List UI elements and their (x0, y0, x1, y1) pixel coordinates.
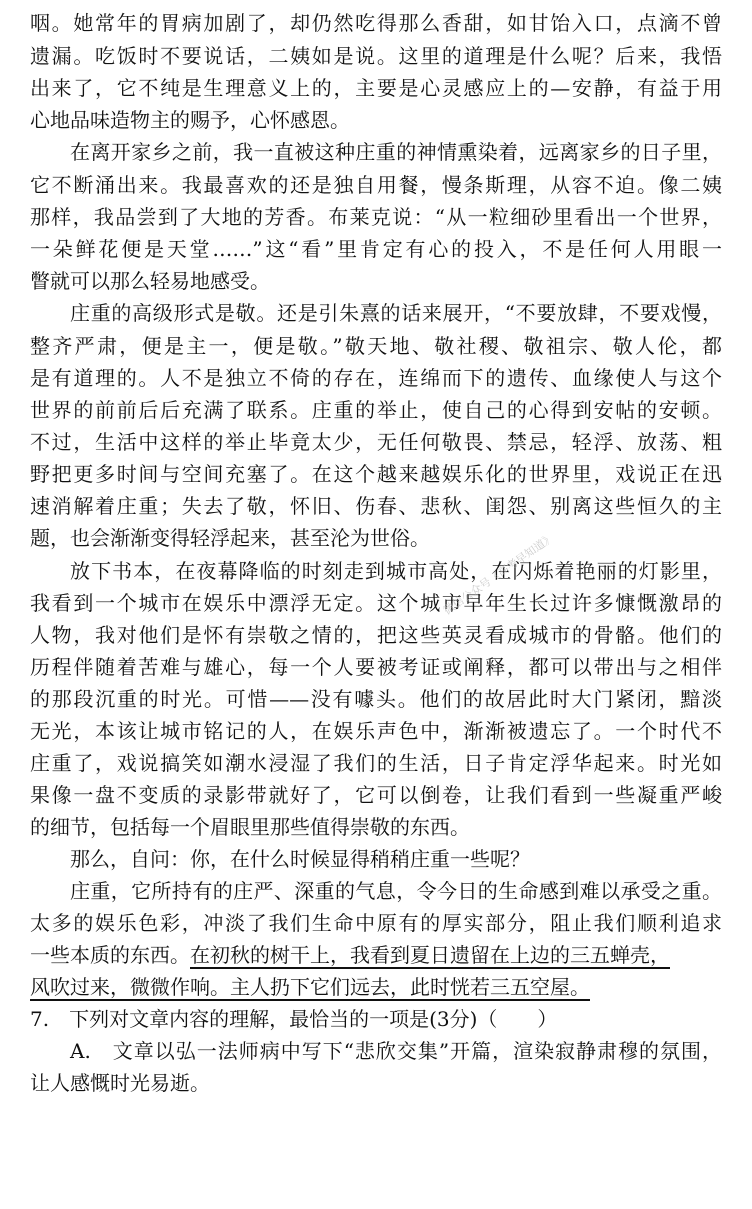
text-line: 整齐严肃，便是主一，便是敬。”敬天地、敬社稷、敬祖宗、敬人伦，都 (30, 334, 722, 358)
text-line: 是有道理的。人不是独立不倚的存在，连绵而下的遗传、血缘使人与这个 (30, 366, 722, 390)
text-segment: 一些本质的东西。 (30, 943, 190, 967)
text-line (30, 940, 722, 970)
text-line: 在离开家乡之前，我一直被这种庄重的神情熏染着，远离家乡的日子里， (70, 140, 722, 164)
question-7-stem: 7. 下列对文章内容的理解，最恰当的一项是(3分)（ ） (30, 1007, 558, 1031)
text-line: 咽。她常年的胃病加剧了，却仍然吃得那么香甜，如甘饴入口，点滴不曾 (30, 11, 722, 35)
text-line: 一朵鲜花便是天堂……”这“看”里肯定有心的投入，不是任何人用眼一 (30, 237, 722, 261)
text-line: 速消解着庄重；失去了敬，怀旧、伤春、悲秋、闺怨、别离这些恒久的主 (30, 494, 722, 518)
text-line: 果像一盘不变质的录影带就好了，它可以倒卷，让我们看到一些凝重严峻 (30, 783, 722, 807)
question-7-option-a: 让人感慨时光易逝。 (30, 1071, 210, 1095)
text-line: 我看到一个城市在娱乐中漂浮无定。这个城市早年生长过许多慷慨激昂的 (30, 591, 722, 615)
text-line: 世界的前前后后充满了联系。庄重的举止，使自己的心得到安帖的安顿。 (30, 398, 722, 422)
text-line: 无光，本该让城市铭记的人，在娱乐声色中，渐渐被遗忘了。一个时代不 (30, 719, 722, 743)
text-line: 的那段沉重的时光。可惜——没有噱头。他们的故居此时大门紧闭，黯淡 (30, 687, 722, 711)
text-line: 心地品味造物主的赐予，心怀感恩。 (30, 108, 350, 132)
text-line: 不过，生活中这样的举止毕竟太少，无任何敬畏、禁忌，轻浮、放荡、粗 (30, 430, 722, 454)
text-line: 历程伴随着苦难与雄心，每一个人要被考证或阐释，都可以带出与之相伴 (30, 655, 722, 679)
text-line: 人物，我对他们是怀有崇敬之情的，把这些英灵看成城市的骨骼。他们的 (30, 623, 722, 647)
text-line: 放下书本，在夜幕降临的时刻走到城市高处，在闪烁着艳丽的灯影里， (70, 559, 722, 583)
text-line: 庄重，它所持有的庄严、深重的气息，令今日的生命感到难以承受之重。 (70, 879, 722, 903)
text-line: 遗漏。吃饭时不要说话，二姨如是说。这里的道理是什么呢？后来，我悟 (30, 44, 722, 68)
text-line (30, 972, 722, 1002)
text-line: 野把更多时间与空间充塞了。在这个越来越娱乐化的世界里，戏说正在迅 (30, 462, 722, 486)
text-line: 出来了，它不纯是生理意义上的，主要是心灵感应上的—安静，有益于用 (30, 76, 722, 100)
text-line: 太多的娱乐色彩，冲淡了我们生命中原有的厚实部分，阻止我们顺利追求 (30, 911, 722, 935)
underlined-sentence: 风吹过来，微微作响。主人扔下它们远去，此时恍若三五空屋。 (30, 975, 590, 999)
text-line: 题，也会渐渐变得轻浮起来，甚至沦为世俗。 (30, 526, 430, 550)
text-line: 那样，我品尝到了大地的芳香。布莱克说：“从一粒细砂里看出一个世界， (30, 205, 722, 229)
text-line: 那么，自问：你，在什么时候显得稍稍庄重一些呢？ (70, 847, 530, 871)
text-line: 瞥就可以那么轻易地感受。 (30, 269, 270, 293)
underlined-sentence: 在初秋的树干上，我看到夏日遗留在上边的三五蝉壳， (190, 943, 670, 967)
question-7-option-a: A. 文章以弘一法师病中写下“悲欣交集”开篇，渲染寂静肃穆的氛围， (70, 1039, 722, 1063)
text-line: 庄重的高级形式是敬。还是引朱熹的话来展开，“不要放肆，不要戏慢， (70, 301, 722, 325)
text-line: 它不断涌出来。我最喜欢的还是独自用餐，慢条斯理，从容不迫。像二姨 (30, 173, 722, 197)
text-line: 的细节，包括每一个眉眼里那些值得崇敬的东西。 (30, 815, 470, 839)
text-line: 庄重了，戏说搞笑如潮水浸湿了我们的生活，日子肯定浮华起来。时光如 (30, 751, 722, 775)
watermark-stamp: 微信公众号《高考早知道》 (441, 530, 557, 618)
